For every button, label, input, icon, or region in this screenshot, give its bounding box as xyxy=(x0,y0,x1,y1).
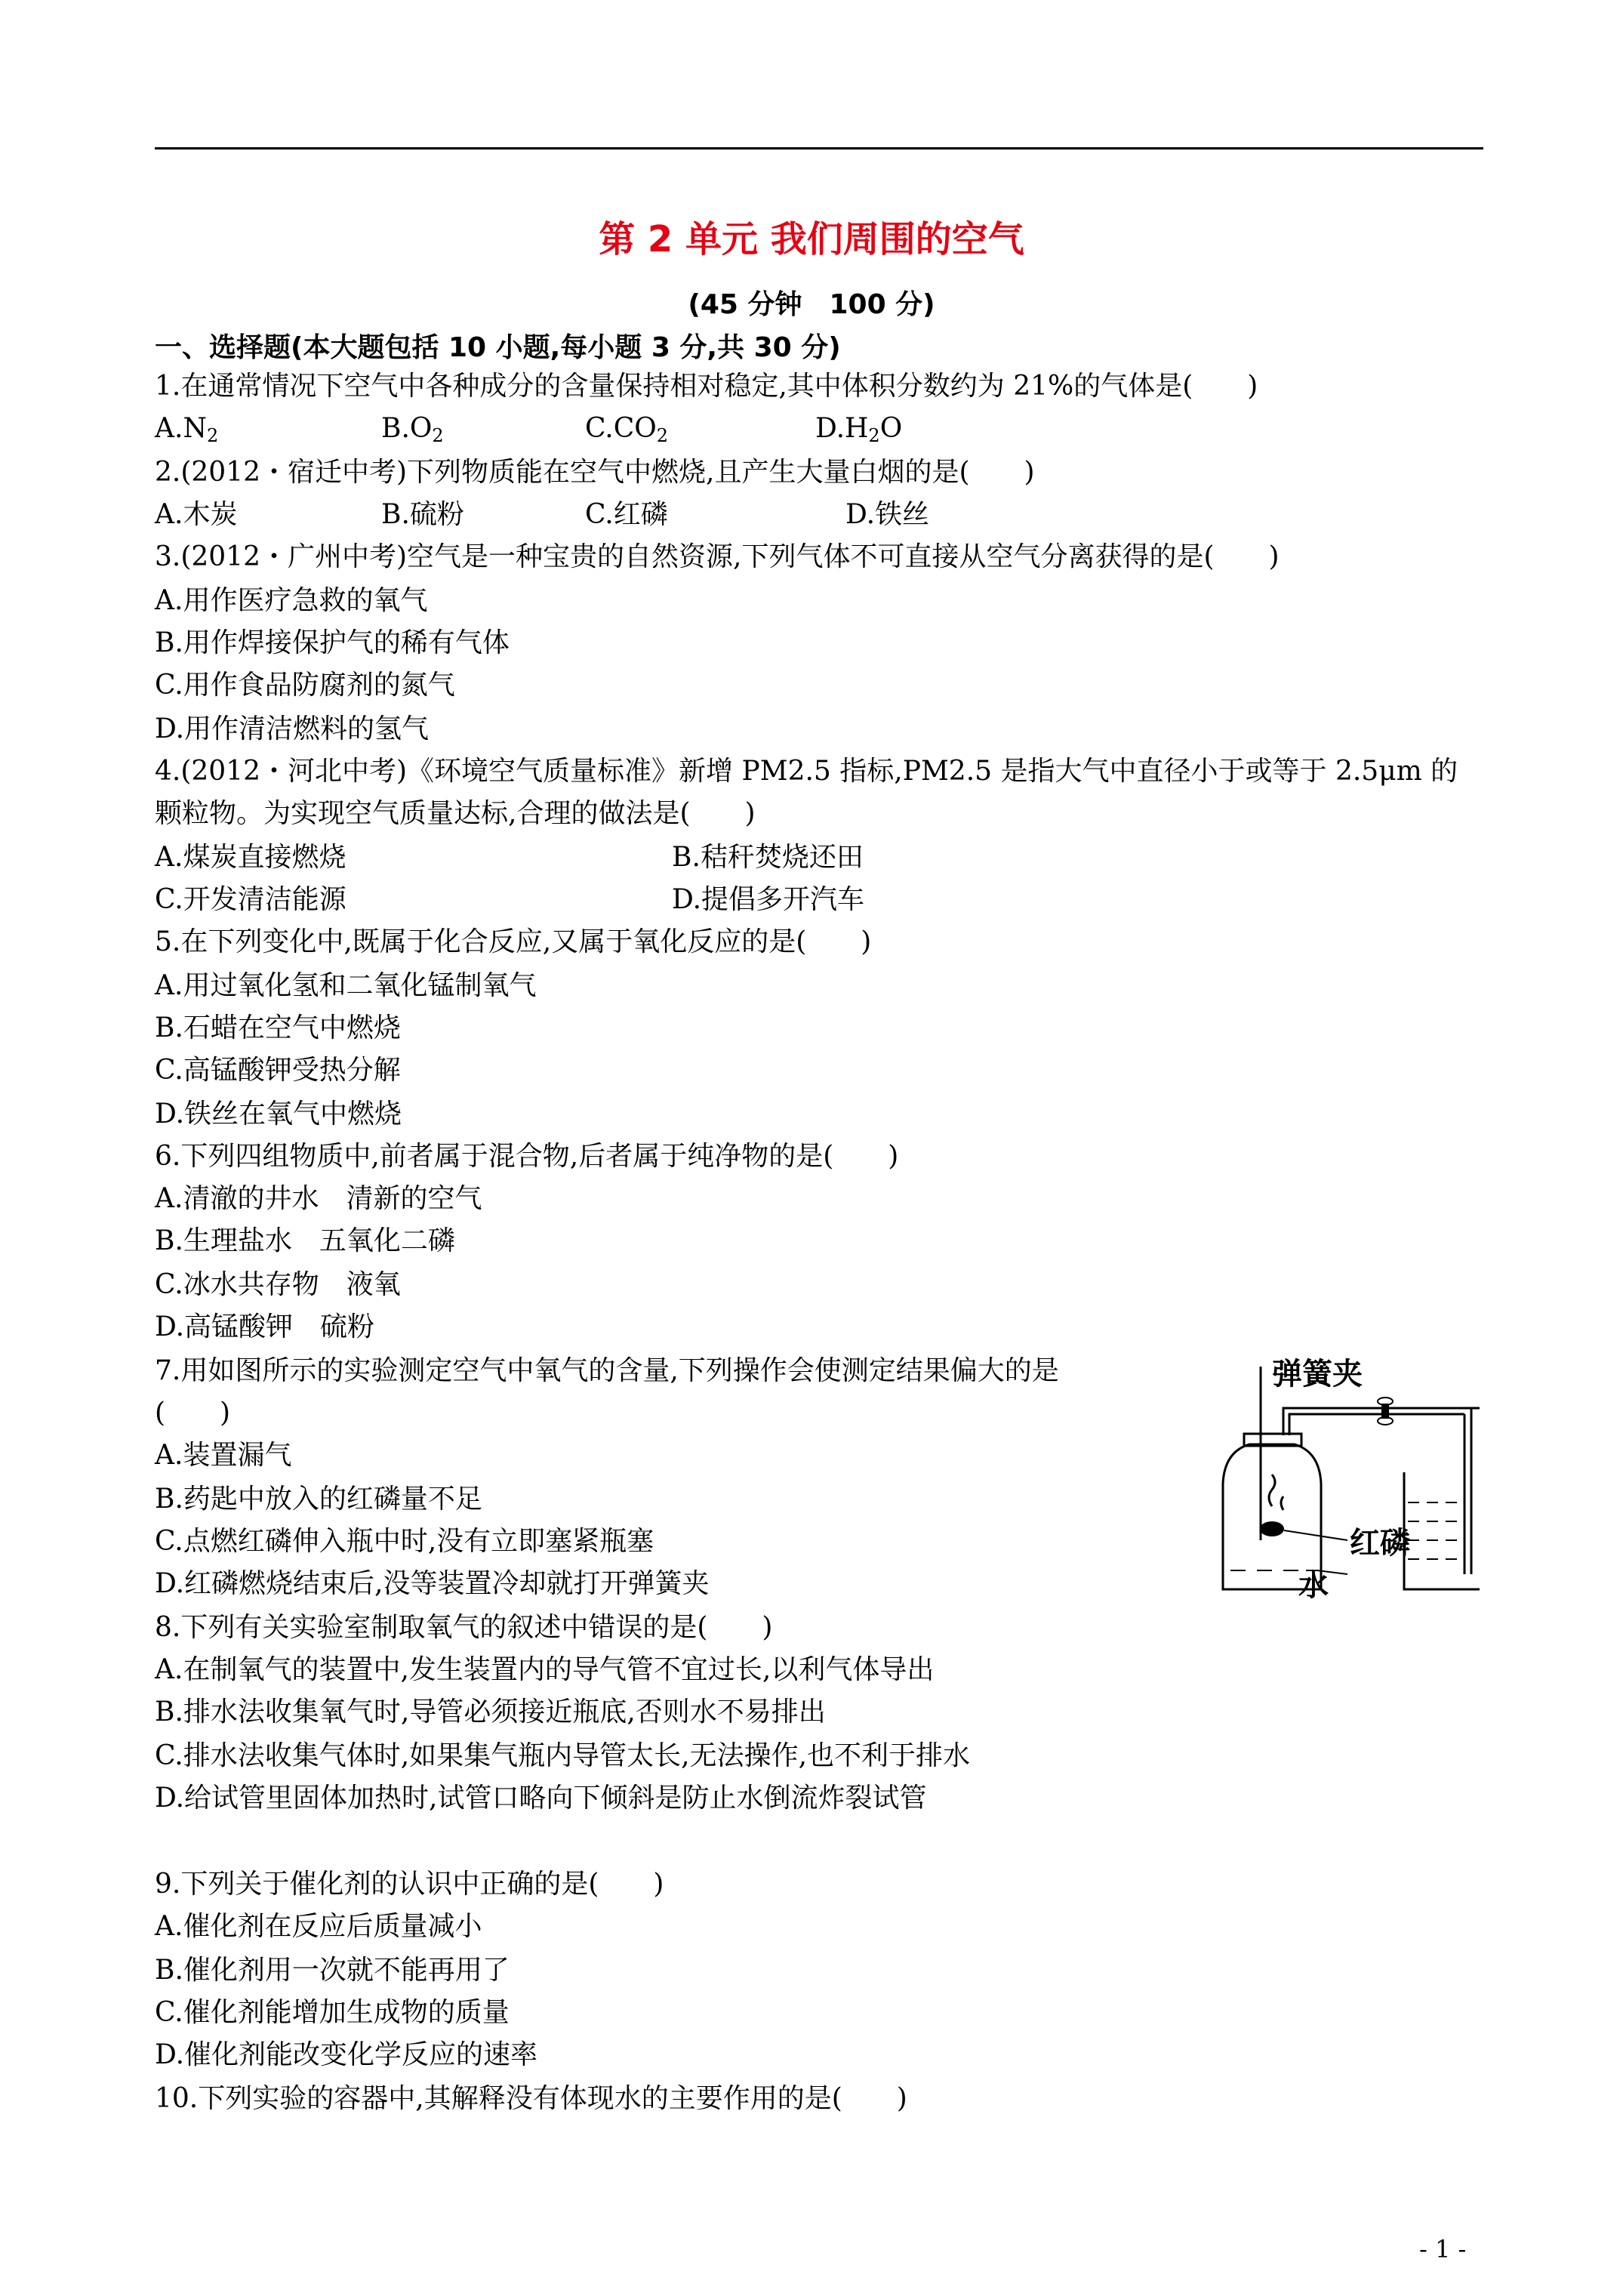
oxygen-measurement-apparatus-figure xyxy=(1178,1355,1480,1612)
q1-option-d: $D.H_2O$ xyxy=(815,413,903,446)
q4-option-c: C.开发清洁能源 xyxy=(155,884,346,915)
q6-option-b: B.生理盐水 五氧化二磷 xyxy=(155,1225,455,1256)
q2-option-c: C.红磷 xyxy=(585,499,668,530)
q3-stem: 3.(2012・广州中考)空气是一种宝贵的自然资源,下列气体不可直接从空气分离获得的是( ) xyxy=(155,541,1280,572)
beaker-water xyxy=(1408,1502,1457,1559)
q8-stem: 8.下列有关实验室制取氧气的叙述中错误的是( ) xyxy=(155,1612,773,1643)
smoke-wisp xyxy=(1269,1475,1275,1506)
header-rule xyxy=(155,147,1483,149)
q5-option-c: C.高锰酸钾受热分解 xyxy=(155,1055,401,1086)
exam-duration-score: (45 分钟 100 分) xyxy=(688,289,935,320)
red-phosphorus xyxy=(1260,1521,1284,1536)
phosphorus-leader xyxy=(1284,1530,1347,1540)
q3-option-d: D.用作清洁燃料的氢气 xyxy=(155,713,430,744)
q9-option-b: B.催化剂用一次就不能再用了 xyxy=(155,1955,510,1986)
page-title: 第 2 单元 我们周围的空气 xyxy=(599,218,1024,260)
q7-option-c: C.点燃红磷伸入瓶中时,没有立即塞紧瓶塞 xyxy=(155,1526,654,1557)
q2-stem: 2.(2012・宿迁中考)下列物质能在空气中燃烧,且产生大量白烟的是( ) xyxy=(155,457,1035,488)
q1-option-a: $A.N_2$ xyxy=(155,413,219,446)
q7-stem-line1: 7.用如图所示的实验测定空气中氧气的含量,下列操作会使测定结果偏大的是 xyxy=(155,1355,1059,1386)
q10-stem: 10.下列实验的容器中,其解释没有体现水的主要作用的是( ) xyxy=(155,2083,907,2114)
q3-option-c: C.用作食品防腐剂的氮气 xyxy=(155,670,455,701)
q4-stem-line1: 4.(2012・河北中考)《环境空气质量标准》新增 PM2.5 指标,PM2.5 是指大气中直径小于或等于 2.5μm 的 xyxy=(155,756,1458,787)
q4-option-b: B.秸秆焚烧还田 xyxy=(672,842,864,873)
q7-option-a: A.装置漏气 xyxy=(155,1440,292,1471)
page-number: - 1 - xyxy=(1419,2235,1467,2264)
q7-option-b: B.药匙中放入的红磷量不足 xyxy=(155,1484,482,1515)
q5-option-a: A.用过氧化氢和二氧化锰制氧气 xyxy=(155,970,537,1001)
q2-option-d: D.铁丝 xyxy=(845,499,930,530)
q8-option-a: A.在制氧气的装置中,发生装置内的导气管不宜过长,以利气体导出 xyxy=(155,1654,935,1685)
q7-stem-line2: ( ) xyxy=(155,1398,231,1428)
q1-stem: 1.在通常情况下空气中各种成分的含量保持相对稳定,其中体积分数约为 21%的气体是( ) xyxy=(155,371,1258,402)
q9-option-d: D.催化剂能改变化学反应的速率 xyxy=(155,2039,538,2070)
glass-tube-top-inner xyxy=(1289,1414,1464,1435)
q5-stem: 5.在下列变化中,既属于化合反应,又属于氧化反应的是( ) xyxy=(155,926,872,957)
q4-option-a: A.煤炭直接燃烧 xyxy=(155,842,346,873)
figure-label-phosphorus: 红磷 xyxy=(1350,1526,1410,1561)
figure-label-clip: 弹簧夹 xyxy=(1272,1357,1363,1391)
q8-option-d: D.给试管里固体加热时,试管口略向下倾斜是防止水倒流炸裂试管 xyxy=(155,1783,927,1814)
q2-option-a: A.木炭 xyxy=(155,499,238,530)
q1-option-c: $C.CO_2$ xyxy=(585,413,669,446)
q9-option-c: C.催化剂能增加生成物的质量 xyxy=(155,1997,510,2028)
q3-option-b: B.用作焊接保护气的稀有气体 xyxy=(155,627,510,658)
q5-option-d: D.铁丝在氧气中燃烧 xyxy=(155,1099,402,1130)
q2-option-b: B.硫粉 xyxy=(381,499,464,530)
q4-stem-line2: 颗粒物。为实现空气质量达标,合理的做法是( ) xyxy=(155,798,756,829)
q6-stem: 6.下列四组物质中,前者属于混合物,后者属于纯净物的是( ) xyxy=(155,1141,899,1172)
q8-option-c: C.排水法收集气体时,如果集气瓶内导管太长,无法操作,也不利于排水 xyxy=(155,1740,971,1771)
q1-option-b: $B.O_2$ xyxy=(381,413,444,446)
section-heading: 一、选择题(本大题包括 10 小题,每小题 3 分,共 30 分) xyxy=(155,332,841,363)
spring-clip xyxy=(1378,1398,1393,1425)
q9-option-a: A.催化剂在反应后质量减小 xyxy=(155,1911,482,1942)
q6-option-a: A.清澈的井水 清新的空气 xyxy=(155,1183,482,1214)
q6-option-d: D.高锰酸钾 硫粉 xyxy=(155,1311,375,1342)
figure-label-water: 水 xyxy=(1298,1568,1329,1603)
q4-option-d: D.提倡多开汽车 xyxy=(672,884,865,915)
q5-option-b: B.石蜡在空气中燃烧 xyxy=(155,1012,401,1043)
q7-option-d: D.红磷燃烧结束后,没等装置冷却就打开弹簧夹 xyxy=(155,1568,710,1599)
q6-option-c: C.冰水共存物 液氧 xyxy=(155,1269,401,1300)
smoke-wisp-2 xyxy=(1281,1496,1283,1510)
beaker xyxy=(1404,1472,1480,1589)
q3-option-a: A.用作医疗急救的氧气 xyxy=(155,585,428,616)
q9-stem: 9.下列关于催化剂的认识中正确的是( ) xyxy=(155,1869,664,1900)
q8-option-b: B.排水法收集氧气时,导管必须接近瓶底,否则水不易排出 xyxy=(155,1697,826,1727)
